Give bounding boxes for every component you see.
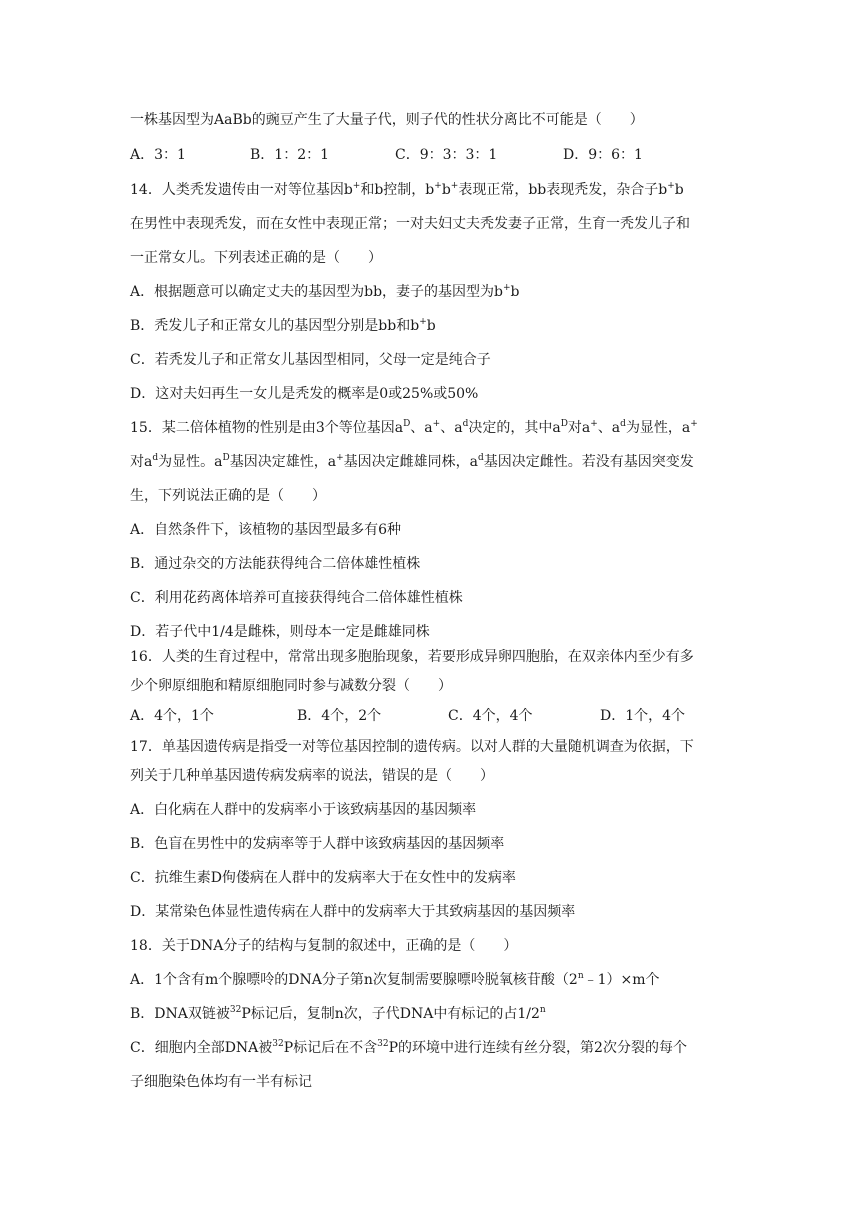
q18-option-a: A．1个含有m个腺嘌呤的DNA分子第n次复制需要腺嘌呤脱氧核苷酸$(2^n﹣1)\times m$个 <box>130 971 660 988</box>
q17-option-c: C．抗维生素D佝偻病在人群中的发病率大于在女性中的发病率 <box>130 870 516 886</box>
q15-stem-line-3: 生，下列说法正确的是（ ） <box>130 488 326 504</box>
q18-stem: 18．关于DNA分子的结构与复制的叙述中，正确的是（ ） <box>130 938 518 954</box>
q14-option-a: A．根据题意可以确定丈夫的基因型为bb，妻子的基因型为b+b <box>130 283 520 300</box>
q13-stem: 一株基因型为AaBb的豌豆产生了大量子代，则子代的性状分离比不可能是（ ） <box>130 112 644 128</box>
q17-option-a: A．白化病在人群中的发病率小于该致病基因的基因频率 <box>130 802 477 818</box>
q15-option-c: C．利用花药离体培养可直接获得纯合二倍体雄性植株 <box>130 590 463 606</box>
q17-option-b: B．色盲在男性中的发病率等于人群中该致病基因的基因频率 <box>130 836 505 852</box>
q13-options <box>130 146 750 164</box>
q15-option-a: A．自然条件下，该植物的基因型最多有6种 <box>130 522 402 538</box>
q16-options <box>130 707 750 725</box>
q16-stem-line-2: 少个卵原细胞和精原细胞同时参与减数分裂（ ） <box>130 678 452 694</box>
q15-stem-line-2: 对$a^d$为显性。$a^D$基因决定雄性，a+基因决定雌雄同株，$a^d$基因决定雌性。若没有基因突变发 <box>130 453 694 470</box>
q16-stem-line-1: 16．人类的生育过程中，常常出现多胞胎现象，若要形成异卵四胞胎，在双亲体内至少有多 <box>130 649 694 665</box>
q18-option-c-continued: 子细胞染色体均有一半有标记 <box>130 1074 312 1090</box>
q14-stem-line-3: 一正常女儿。下列表述正确的是（ ） <box>130 250 382 266</box>
q15-option-b: B．通过杂交的方法能获得纯合二倍体雄性植株 <box>130 556 421 572</box>
q14-option-c: C．若秃发儿子和正常女儿基因型相同，父母一定是纯合子 <box>130 352 491 368</box>
q13-option-d: D．9：6：1 <box>563 147 643 163</box>
q13-option-a: A．3：1 <box>130 147 186 163</box>
q14-stem-line-1: 14．人类秃发遗传由一对等位基因b+和b控制，b+b+表现正常，bb表现秃发，杂合子b+b <box>130 181 684 198</box>
q13-option-b: B．1：2：1 <box>250 147 330 163</box>
q17-option-d: D．某常染色体显性遗传病在人群中的发病率大于其致病基因的基因频率 <box>130 904 576 920</box>
q17-stem-line-2: 列关于几种单基因遗传病发病率的说法，错误的是（ ） <box>130 768 494 784</box>
q17-stem-line-1: 17．单基因遗传病是指受一对等位基因控制的遗传病。以对人群的大量随机调查为依据，下 <box>130 739 694 755</box>
q16-option-d: D．1个，4个 <box>600 708 686 724</box>
q14-stem-line-2: 在男性中表现秃发，而在女性中表现正常；一对夫妇丈夫秃发妻子正常，生育一秃发儿子和 <box>130 216 690 232</box>
q15-stem-line-1: 15．某二倍体植物的性别是由3个等位基因$a^D$、a+、$a^d$决定的，其中$a^D$对a+、$a^d$为显性，a+ <box>130 419 698 436</box>
q15-option-d: D．若子代中1/4是雌株，则母本一定是雌雄同株 <box>130 624 430 640</box>
q13-option-c: C．9：3：3：1 <box>395 147 498 163</box>
q16-option-c: C．4个，4个 <box>448 708 533 724</box>
q14-option-d: D．这对夫妇再生一女儿是秃发的概率是0或25%或50% <box>130 386 479 402</box>
q18-option-b: B．DNA双链被$^{32}$P标记后，复制n次，子代DNA中有标记的占1/2$^n$ <box>130 1005 546 1022</box>
q16-option-a: A．4个，1个 <box>130 708 214 724</box>
q16-option-b: B．4个，2个 <box>297 708 382 724</box>
q14-option-b: B．秃发儿子和正常女儿的基因型分别是bb和b+b <box>130 317 436 334</box>
q18-option-c: C．细胞内全部DNA被$^{32}$P标记后在不含$^{32}$P的环境中进行连续有丝分裂，第2次分裂的每个 <box>130 1039 687 1056</box>
